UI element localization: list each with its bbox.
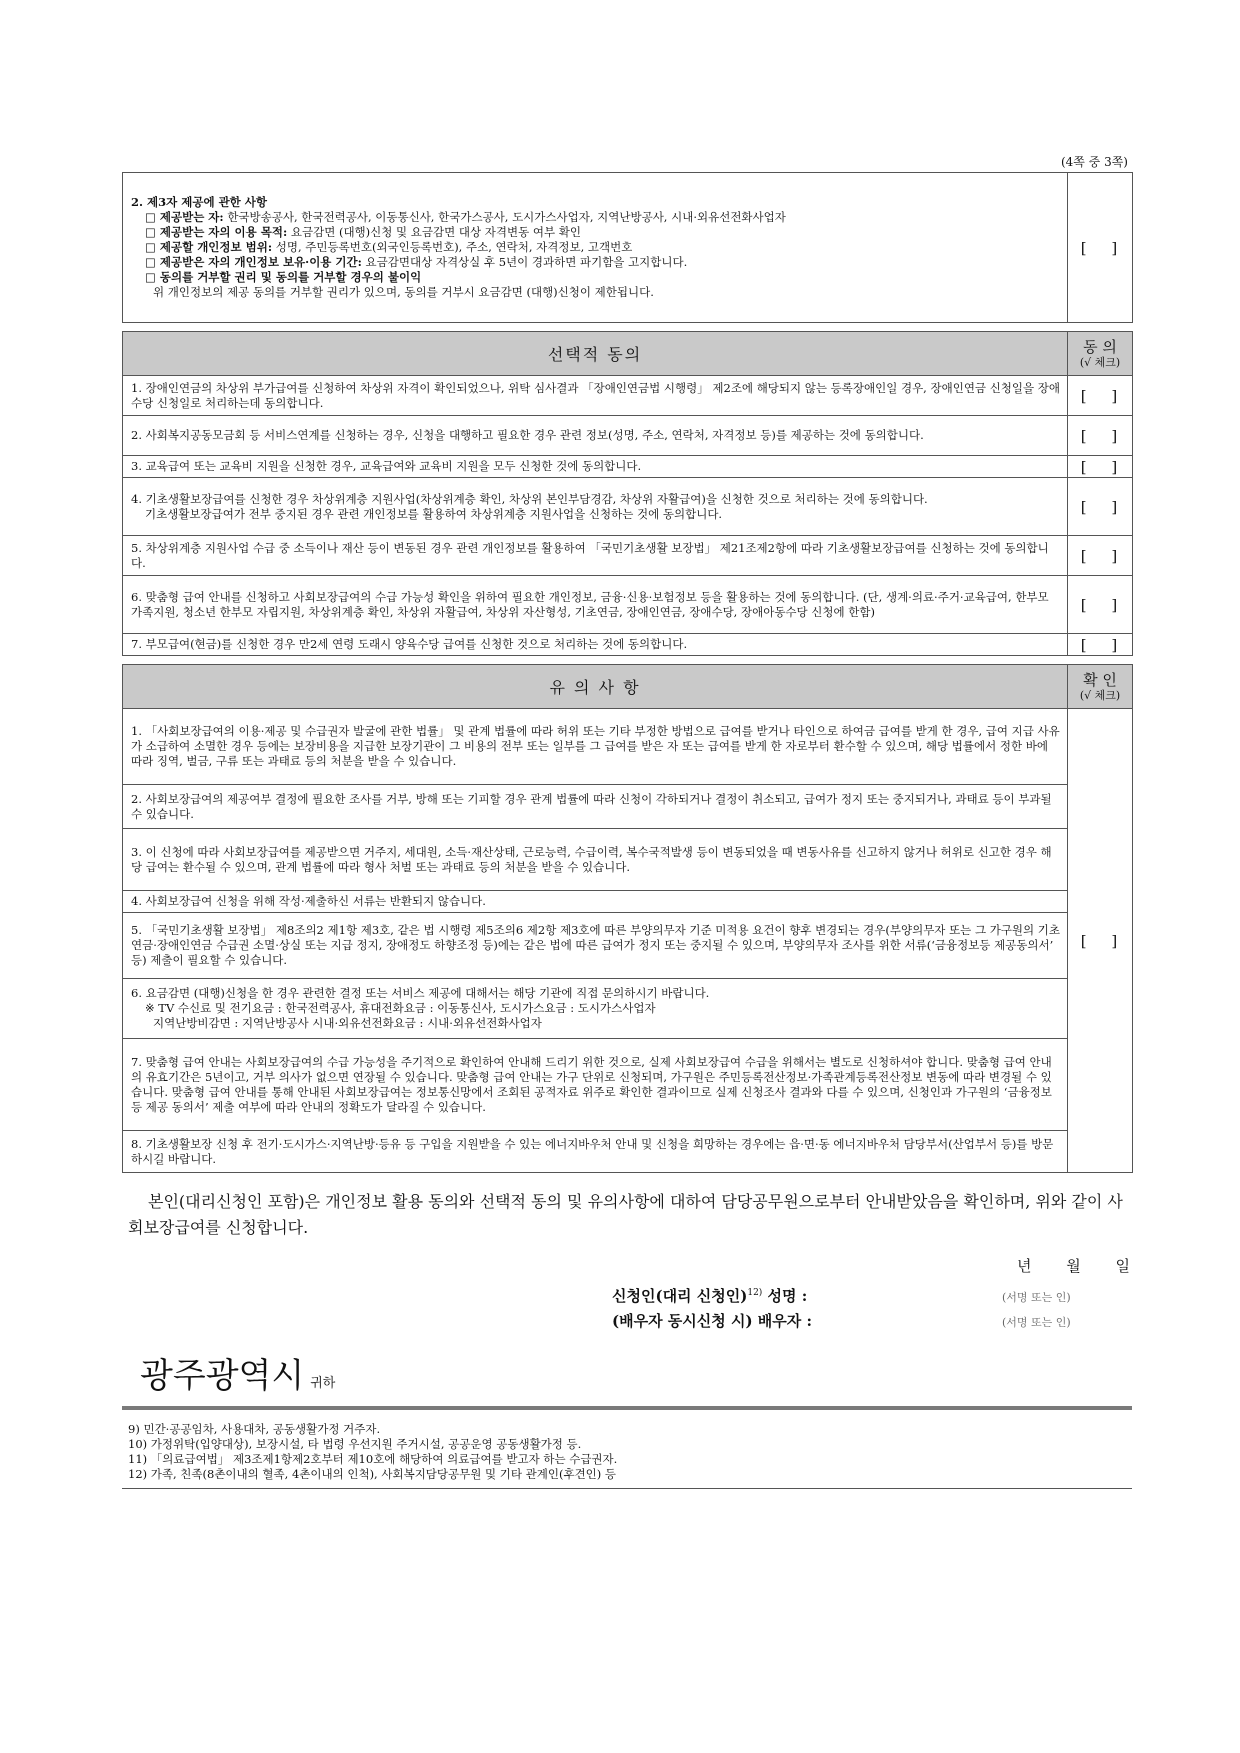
notes-item-sub-1: ※ TV 수신료 및 전기요금 : 한국전력공사, 휴대전화요금 : 이동통신사, 도시가스요금 : 도시가스사업자: [145, 1001, 656, 1015]
notes-checkbox[interactable]: [ ]: [1068, 709, 1133, 1173]
optional-item: 2. 사회복지공동모금회 등 서비스연계를 신청하는 경우, 신청을 대행하고 필요한 경우 관련 정보(성명, 주소, 연락처, 자격정보 등)를 제공하는 것에 동의합니다.: [123, 416, 1068, 456]
optional-checkbox[interactable]: [ ]: [1068, 456, 1133, 478]
optional-item-text: 4. 기초생활보장급여를 신청한 경우 차상위계층 지원사업(차상위계층 확인, 차상위 본인부담경감, 차상위 자활급여)을 신청한 것으로 처리하는 것에 동의합니다.: [131, 491, 928, 506]
notes-item-text: 6. 요금감면 (대행)신청을 한 경우 관련한 결정 또는 서비스 제공에 대해서는 해당 기관에 직접 문의하시기 바랍니다.: [131, 986, 710, 1000]
spouse-label: (배우자 동시신청 시) 배우자 :: [612, 1312, 813, 1330]
optional-checkbox[interactable]: [ ]: [1068, 634, 1133, 656]
notes-item: 3. 이 신청에 따라 사회보장급여를 제공받으면 거주지, 세대원, 소득·재산상태, 근로능력, 수급이력, 복수국적발생 등이 변동되었을 때 변동사유를 신고하지 않거나 허위로 신고한 경우 해당 급여는 환수될 수 있으며, 관계 법률에 따라 형사 처벌 또는 과태료 등의 처분을 받을 수 있습니다.: [123, 829, 1068, 891]
notes-item: 1. 「사회보장급여의 이용·제공 및 수급권자 발굴에 관한 법률」 및 관계 법률에 따라 허위 또는 기타 부정한 방법으로 급여를 받거나 타인으로 하여금 급여를 받게 한 경우, 급여 지급 사유가 소급하여 소멸한 경우 등에는 보장비용을 지급한 보장기관이 그 비용의 전부 또는 일부를 그 급여를 받은 자 또는 급여를 받게 한 자로부터 환수할 수 있으며, 해당 법률에서 정한 바에 따라 징역, 벌금, 구류 또는 과태료 등의 처분을 받을 수 있습니다.: [123, 709, 1068, 785]
footnote-item: 9) 민간·공공임차, 사용대차, 공동생활가정 거주자.: [128, 1422, 381, 1436]
optional-item: 5. 차상위계층 지원사업 수급 중 소득이나 재산 등이 변동된 경우 관련 개인정보를 활용하여 「국민기초생활 보장법」 제21조제2항에 따라 기초생활보장급여를 신청하는 것에 동의합니다.: [123, 536, 1068, 576]
optional-consent-table: [122, 331, 1133, 656]
footnote-item: 12) 가족, 친족(8촌이내의 혈족, 4촌이내의 인척), 사회복지담당공무원 및 기타 관계인(후견인) 등: [128, 1467, 617, 1481]
notes-item: 7. 맞춤형 급여 안내는 사회보장급여의 수급 가능성을 주기적으로 확인하여 안내해 드리기 위한 것으로, 실제 사회보장급여 수급을 위해서는 별도로 신청하셔야 합니다. 맞춤형 급여 안내의 유효기간은 5년이고, 거부 의사가 없으면 연장될 수 있습니다. 맞춤형 급여 안내는 가구 단위로 신청되며, 가구원은 주민등록전산정보·가족관계등록전산정보 변동에 따라 변경될 수 있습니다. 맞춤형 급여 안내를 통해 안내된 사회보장급여는 정보통신망에서 조회된 공적자료 위주로 확인한 결과이므로 실제 신청조사 결과와 다를 수 있으며, 신청인과 가구원의 ‘금융정보 등 제공 동의서’ 제출 여부에 따라 안내의 정확도가 달라질 수 있습니다.: [123, 1039, 1068, 1131]
notes-item: [123, 979, 1068, 1039]
notes-item: 4. 사회보장급여 신청을 위해 작성·제출하신 서류는 반환되지 않습니다.: [123, 891, 1068, 913]
declaration-text: 본인(대리신청인 포함)은 개인정보 활용 동의와 선택적 동의 및 유의사항에 대하여 담당공무원으로부터 안내받았음을 확인하며, 위와 같이 사회보장급여를 신청합니다.: [128, 1192, 1123, 1237]
optional-checkbox[interactable]: [ ]: [1068, 416, 1133, 456]
signature-block: [122, 1280, 1132, 1336]
optional-item-text-2: 기초생활보장급여가 전부 중지된 경우 관련 개인정보를 활용하여 차상위계층 지원사업을 신청하는 것에 동의합니다.: [145, 506, 723, 521]
notes-side-header: [1068, 665, 1133, 709]
optional-consent-title: 선택적 동의: [123, 332, 1068, 376]
optional-checkbox[interactable]: [ ]: [1068, 576, 1133, 634]
footnotes: [122, 1406, 1132, 1489]
optional-item: [123, 478, 1068, 536]
consent-side-sub: (√ 체크): [1079, 355, 1121, 369]
addressee-block: [122, 1348, 1132, 1398]
optional-checkbox[interactable]: [ ]: [1068, 478, 1133, 536]
footnote-item: 10) 가정위탁(입양대상), 보장시설, 타 법령 우선지원 주거시설, 공공운영 공동생활가정 등.: [128, 1437, 582, 1451]
notes-item-sub-2: 지역난방비감면 : 지역난방공사 시내·외유선전화요금 : 시내·외유선전화사업자: [153, 1016, 542, 1030]
retention-value: 요금감면대상 자격상실 후 5년이 경과하면 파기함을 고지합니다.: [361, 255, 688, 269]
date-line[interactable]: 년 월 일: [1016, 1257, 1130, 1275]
third-party-checkbox[interactable]: [ ]: [1068, 173, 1133, 323]
recipients-label: □ 제공받는 자:: [145, 210, 224, 224]
scope-label: □ 제공할 개인정보 범위:: [145, 240, 273, 254]
addressee-name: 광주광역시: [140, 1356, 305, 1396]
applicant-label: 신청인(대리 신청인): [612, 1287, 748, 1305]
notes-table: [122, 664, 1133, 1173]
notes-side-title: 확 인: [1083, 670, 1117, 689]
notes-item: 2. 사회보장급여의 제공여부 결정에 필요한 조사를 거부, 방해 또는 기피할 경우 관계 법률에 따라 신청이 각하되거나 결정이 취소되고, 급여가 정지 또는 중지되거나, 과태료 등이 부과될 수 있습니다.: [123, 785, 1068, 829]
optional-item: 1. 장애인연금의 차상위 부가급여를 신청하여 차상위 자격이 확인되었으나, 위탁 심사결과 「장애인연금법 시행령」 제2조에 해당되지 않는 등록장애인일 경우, 장애인연금 신청일을 장애수당 신청일로 처리하는데 동의합니다.: [123, 376, 1068, 416]
optional-checkbox[interactable]: [ ]: [1068, 376, 1133, 416]
optional-checkbox[interactable]: [ ]: [1068, 536, 1133, 576]
third-party-section: [123, 173, 1068, 323]
refusal-label: □ 동의를 거부할 권리 및 동의를 거부할 경우의 불이익: [145, 270, 422, 284]
form-page: [122, 152, 1132, 1489]
footnote-item: 11) 「의료급여법」 제3조제1항제2호부터 제10호에 해당하여 의료급여를 받고자 하는 수급권자.: [128, 1452, 618, 1466]
third-party-title: 2. 제3자 제공에 관한 사항: [131, 195, 268, 209]
scope-value: 성명, 주민등록번호(외국인등록번호), 주소, 연락처, 자격정보, 고객번호: [272, 240, 633, 254]
optional-item: 7. 부모급여(현금)를 신청한 경우 만2세 연령 도래시 양육수당 급여를 신청한 것으로 처리하는 것에 동의합니다.: [123, 634, 1068, 656]
third-party-table: [122, 172, 1133, 323]
optional-item: 3. 교육급여 또는 교육비 지원을 신청한 경우, 교육급여와 교육비 지원을 모두 신청한 것에 동의합니다.: [123, 456, 1068, 478]
applicant-footnote-ref: 12): [747, 1288, 763, 1298]
applicant-row[interactable]: [612, 1280, 1132, 1306]
purpose-value: 요금감면 (대행)신청 및 요금감면 대상 자격변동 여부 확인: [287, 225, 581, 239]
applicant-name-label: 성명 :: [762, 1287, 808, 1305]
notes-item: 5. 「국민기초생활 보장법」 제8조의2 제1항 제3호, 같은 법 시행령 제5조의6 제2항 제3호에 따른 부양의무자 기준 미적용 요건이 향후 변경되는 경우(부양의무자 또는 그 가구원의 기초연금·장애인연금 수급권 소멸·상실 또는 지급 정지, 장애정도 하향조정 등)에는 같은 법에 따른 급여가 정지 또는 중지될 수 있으며, 부양의무자 조사를 위한 서류(‘금융정보등 제공동의서’ 등) 제출이 필요할 수 있습니다.: [123, 913, 1068, 979]
notes-side-sub: (√ 체크): [1079, 688, 1121, 702]
refusal-value: 위 개인정보의 제공 동의를 거부할 권리가 있으며, 동의를 거부시 요금감면 (대행)신청이 제한됩니다.: [153, 285, 654, 299]
applicant-sign-hint: (서명 또는 인): [1002, 1291, 1071, 1304]
optional-item: 6. 맞춤형 급여 안내를 신청하고 사회보장급여의 수급 가능성 확인을 위하여 필요한 개인정보, 금융·신용·보험정보 등을 활용하는 것에 동의합니다. (단, 생계·의료·주거·교육급여, 한부모 가족지원, 청소년 한부모 자립지원, 차상위계층 확인, 차상위 자활급여, 차상위 자산형성, 기초연금, 장애인연금, 장애수당, 장애아동수당 신청에 한함): [123, 576, 1068, 634]
addressee-honorific: 귀하: [310, 1376, 336, 1391]
purpose-label: □ 제공받는 자의 이용 목적:: [145, 225, 288, 239]
page-number: (4쪽 중 3쪽): [1060, 155, 1128, 169]
consent-side-title: 동 의: [1083, 337, 1117, 356]
spouse-row[interactable]: [612, 1308, 1132, 1334]
recipients-value: 한국방송공사, 한국전력공사, 이동통신사, 한국가스공사, 도시가스사업자, 지역난방공사, 시내·외유선전화사업자: [223, 210, 786, 224]
optional-consent-side-header: [1068, 332, 1133, 376]
notes-title: 유 의 사 항: [123, 665, 1068, 709]
notes-item: 8. 기초생활보장 신청 후 전기·도시가스·지역난방·등유 등 구입을 지원받을 수 있는 에너지바우처 안내 및 신청을 희망하는 경우에는 읍·면·동 에너지바우처 담당부서(산업부서 등)를 방문하시길 바랍니다.: [123, 1131, 1068, 1173]
applicant-label-group: [612, 1280, 1002, 1309]
spouse-sign-hint: (서명 또는 인): [1002, 1316, 1071, 1329]
retention-label: □ 제공받은 자의 개인정보 보유·이용 기간:: [145, 255, 362, 269]
